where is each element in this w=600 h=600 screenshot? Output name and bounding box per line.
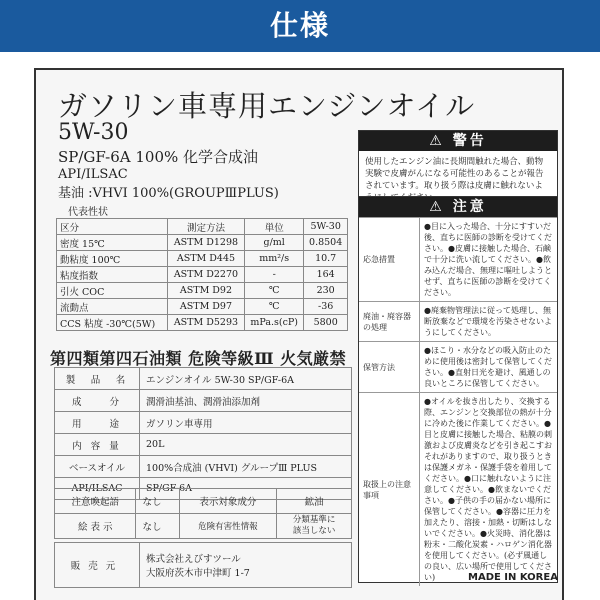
base-oil-line: 基油 :VHVI 100%(GROUPⅢPLUS) <box>58 186 279 201</box>
caution-key: 取扱上の注意事項 <box>359 393 420 587</box>
table-cell: 164 <box>304 267 348 283</box>
table-cell: ASTM D445 <box>167 251 244 267</box>
table-row <box>57 251 348 267</box>
caution-table <box>359 217 557 586</box>
properties-table <box>56 218 348 331</box>
header-cell: 5W-30 <box>304 219 348 235</box>
table-cell: CCS 粘度 -30℃(5W) <box>57 315 168 331</box>
info-key: 成 分 <box>55 390 140 412</box>
api-line: API/ILSAC <box>58 167 128 182</box>
warning-heading <box>359 131 557 151</box>
hazard-info-line-1: 分類基準に <box>292 515 336 525</box>
table-row <box>359 393 557 587</box>
table-row <box>55 368 352 390</box>
table-row <box>359 218 557 302</box>
product-label <box>34 68 564 600</box>
label-component-value: 鉱油 <box>277 489 352 514</box>
table-cell: 230 <box>304 283 348 299</box>
caution-box <box>358 196 558 583</box>
table-cell: ASTM D97 <box>167 299 244 315</box>
table-row <box>359 342 557 393</box>
info-value: 潤滑油基油、潤滑油添加剤 <box>140 390 352 412</box>
table-cell: ASTM D2270 <box>167 267 244 283</box>
product-info-table <box>54 367 352 500</box>
info-value: ガソリン車専用 <box>140 412 352 434</box>
table-row <box>55 543 352 588</box>
info-value: エンジンオイル 5W-30 SP/GF-6A <box>140 368 352 390</box>
company-address: 大阪府茨木市中津町 1-7 <box>146 568 250 579</box>
caution-heading-text: 注意 <box>452 199 487 215</box>
table-row <box>57 299 348 315</box>
header-cell: 単位 <box>245 219 304 235</box>
typical-properties-label: 代表性状 <box>68 207 108 218</box>
table-row <box>55 489 352 514</box>
table-row <box>55 456 352 478</box>
hazard-info-line-2: 該当しない <box>292 526 336 536</box>
company-name: 株式会社えびすツール <box>146 554 241 565</box>
info-key: 用 途 <box>55 412 140 434</box>
hazard-info-value <box>277 514 352 539</box>
table-cell: g/ml <box>245 235 304 251</box>
info-value: SP/GF-6A <box>140 478 352 500</box>
warning-heading-text: 警告 <box>452 133 487 149</box>
table-cell: ASTM D1298 <box>167 235 244 251</box>
table-cell: ℃ <box>245 299 304 315</box>
table-row <box>55 514 352 539</box>
table-row <box>55 434 352 456</box>
info-key: 内 容 量 <box>55 434 140 456</box>
table-cell: ℃ <box>245 283 304 299</box>
table-cell: 10.7 <box>304 251 348 267</box>
viscosity-grade: 5W-30 <box>58 120 129 145</box>
info-key: API/ILSAC <box>55 478 140 500</box>
pictogram-key: 絵 表 示 <box>55 514 136 539</box>
info-key: ベースオイル <box>55 456 140 478</box>
table-row <box>55 412 352 434</box>
table-row <box>359 302 557 342</box>
table-row <box>57 283 348 299</box>
table-cell: ASTM D92 <box>167 283 244 299</box>
caution-value: ●オイルを抜き出したり、交換する際、エンジンと交換部位の熱が十分に冷めた後に作業してください。●目と皮膚に接触した場合、粘膜の刺激および皮膚炎などを引き起こすおそれがありますので、取り扱うときは保護メガネ・保護手袋を着用してください。●口に触れないように注意してください。●飲まないでください。●子供の手の届かない場所に保管してください。●容器に圧力を加えたり、溶接・加熱・切断はしないでください。●火災時、消化器は粉末・二酸化炭素・ハロゲン消化器を使用してください。(必ず風通しの良い、広い場所で使用してください) <box>420 393 558 587</box>
distributor-key: 販売元 <box>55 543 140 588</box>
table-cell: mm²/s <box>245 251 304 267</box>
table-cell: 0.8504 <box>304 235 348 251</box>
table-cell: 流動点 <box>57 299 168 315</box>
table-cell: 引火 COC <box>57 283 168 299</box>
table-cell: 密度 15℃ <box>57 235 168 251</box>
warning-text: 使用したエンジン油に長期間触れた場合、動物実験で皮膚がんになる可能性のあることが報告されています。取り扱う際は皮膚に触れないよ <box>365 157 544 191</box>
table-row <box>57 267 348 283</box>
product-title: ガソリン車専用エンジンオイル <box>58 89 476 123</box>
caution-value: ●廃棄物管理法に従って処理し、無断放棄などで環境を汚染させないようにしてください。 <box>420 302 558 342</box>
table-cell: ASTM D5293 <box>167 315 244 331</box>
caution-key: 保管方法 <box>359 342 420 393</box>
info-key: 製 品 名 <box>55 368 140 390</box>
pictogram-value: なし <box>136 514 179 539</box>
table-cell: mPa.s(cP) <box>245 315 304 331</box>
spec-line: SP/GF-6A 100% 化学合成油 <box>58 148 259 166</box>
label-component-key: 表示対象成分 <box>179 489 277 514</box>
table-row <box>57 235 348 251</box>
header-cell: 測定方法 <box>167 219 244 235</box>
hazard-classification: 第四類第四石油類 危険等級Ⅲ 火気厳禁 <box>50 349 347 368</box>
distributor-table <box>54 542 352 588</box>
ghs-table <box>54 488 352 539</box>
attention-key: 注意喚起語 <box>55 489 136 514</box>
warning-triangle-icon: ⚠ <box>429 133 445 149</box>
caution-key: 廃油・廃容器の処理 <box>359 302 420 342</box>
caution-value: ●目に入った場合、十分にすすいだ後、直ちに医師の診断を受けてください。●皮膚に接触した場合、石鹸で十分に洗い流してください。●飲み込んだ場合、無理に嘔吐しようとせず、直ちに医師の診断を受けてください。 <box>420 218 558 302</box>
made-in-label: MADE IN KOREA <box>468 572 558 583</box>
info-value: 100%合成油 (VHVI) グループⅢ PLUS <box>140 456 352 478</box>
table-cell: -36 <box>304 299 348 315</box>
attention-value: なし <box>136 489 179 514</box>
caution-value: ●ほこり・水分などの吸入防止のために使用後は密封して保管してください。●直射日光を避け、風通しの良いところに保管してください。 <box>420 342 558 393</box>
table-cell: 粘度指数 <box>57 267 168 283</box>
page-title: 仕様 <box>269 9 330 42</box>
header-cell: 区分 <box>57 219 168 235</box>
table-row <box>57 315 348 331</box>
warning-triangle-icon: ⚠ <box>429 199 445 215</box>
table-header-row <box>57 219 348 235</box>
distributor-value <box>140 543 352 588</box>
info-value: 20L <box>140 434 352 456</box>
table-cell: 5800 <box>304 315 348 331</box>
hazard-info-key: 危険有害性情報 <box>179 514 277 539</box>
table-row <box>55 390 352 412</box>
table-cell: - <box>245 267 304 283</box>
caution-key: 応急措置 <box>359 218 420 302</box>
caution-heading <box>359 197 557 217</box>
table-cell: 動粘度 100℃ <box>57 251 168 267</box>
page-title-banner <box>0 0 600 52</box>
